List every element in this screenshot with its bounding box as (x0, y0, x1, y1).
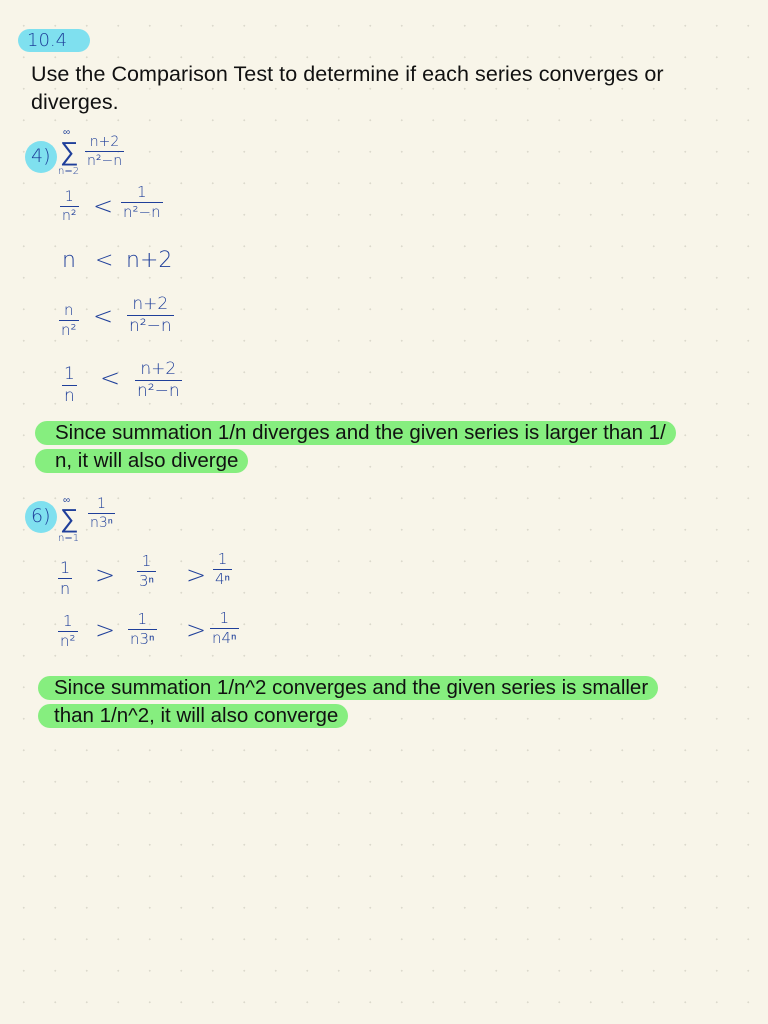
p4-step4-right-num: n+2 (140, 359, 177, 379)
p4-step4-left-den: n (64, 386, 75, 406)
p4-step1-right-num: 1 (137, 183, 147, 201)
p4-step3-left-fraction (59, 303, 79, 338)
section-number: 10.4 (27, 30, 68, 51)
p6-step2-relation-2: > (186, 616, 207, 644)
p6-step2-fraction-c (210, 611, 239, 646)
problem-4-number: 4) (31, 145, 51, 167)
p6-step1-a-num: 1 (60, 558, 71, 577)
p6-step1-fraction-c (213, 552, 232, 587)
p6-step2-a-num: 1 (62, 612, 73, 630)
p6-step2-fraction-a (58, 614, 78, 649)
problem-6-term-denominator: n3ⁿ (90, 515, 113, 531)
problem-4-number-badge (25, 141, 57, 173)
problem-6-term-numerator: 1 (96, 496, 106, 512)
p6-step2-b-num: 1 (137, 610, 148, 628)
p6-step1-b-den: 3ⁿ (139, 572, 155, 590)
p4-step4-right-den: n²−n (137, 381, 180, 401)
p6-step2-fraction-b (128, 612, 157, 647)
p4-step3-right-den: n²−n (129, 316, 172, 336)
p4-step1-left-den: n² (62, 208, 77, 224)
problem-6-series-term (88, 497, 115, 530)
p6-step1-relation-2: > (186, 561, 207, 589)
instructions-text: Use the Comparison Test to determine if each series converges or diverges. (31, 62, 664, 114)
problem-4-sigma: ∑ (60, 137, 79, 167)
problem-4-conclusion-line-1: Since summation 1/n diverges and the given series is larger than 1/ (35, 421, 676, 445)
p4-step4-left-num: 1 (64, 364, 75, 384)
problem-4-term-numerator: n+2 (89, 134, 120, 150)
p6-step2-b-den: n3ⁿ (130, 630, 155, 648)
p6-step1-fraction-b (137, 554, 156, 589)
p4-step3-relation: < (93, 302, 114, 330)
p6-step1-fraction-a (58, 560, 72, 597)
p4-step3-left-den: n² (61, 321, 77, 339)
problem-6-lower-limit: n=1 (58, 533, 80, 544)
problem-4-term-denominator: n²−n (87, 153, 123, 169)
p6-step1-a-den: n (60, 579, 71, 598)
p4-step3-right-num: n+2 (132, 294, 169, 314)
p4-step3-left-num: n (64, 301, 74, 319)
p4-step3-right-fraction (127, 296, 174, 335)
p4-step1-left-fraction (60, 190, 79, 223)
p4-step1-left-num: 1 (64, 189, 74, 205)
p4-step4-left-fraction (62, 366, 77, 405)
p4-step2-relation: < (95, 248, 114, 273)
p4-step2-rhs: n+2 (126, 248, 173, 273)
problem-4-upper-limit: ∞ (63, 127, 71, 138)
problem-4-conclusion-line-2: n, it will also diverge (35, 449, 248, 473)
problem-6-number-badge (25, 501, 57, 533)
p6-step1-c-num: 1 (217, 550, 228, 568)
p6-step2-relation-1: > (95, 616, 116, 644)
p6-step2-a-den: n² (60, 632, 76, 650)
p4-step4-right-fraction (135, 361, 182, 400)
p6-step2-c-num: 1 (219, 609, 230, 627)
problem-6-number: 6) (31, 505, 51, 527)
p4-step1-right-fraction (121, 185, 163, 220)
problem-6-upper-limit: ∞ (63, 495, 71, 506)
p6-step1-relation-1: > (95, 561, 116, 589)
p4-step4-relation: < (100, 364, 121, 392)
section-tag (18, 29, 90, 52)
problem-4-series-term (85, 135, 124, 168)
problem-6-conclusion-line-1: Since summation 1/n^2 converges and the given series is smaller (38, 676, 658, 700)
p4-step2-lhs: n (62, 248, 76, 273)
problem-6-sigma: ∑ (60, 504, 79, 534)
p6-step2-c-den: n4ⁿ (212, 629, 237, 647)
p4-step1-relation: < (93, 192, 114, 220)
p6-step1-c-den: 4ⁿ (215, 570, 231, 588)
p4-step1-right-den: n²−n (123, 203, 161, 221)
problem-4-lower-limit: n=2 (58, 166, 80, 177)
p6-step1-b-num: 1 (141, 552, 152, 570)
problem-6-conclusion-line-2: than 1/n^2, it will also converge (38, 704, 348, 728)
